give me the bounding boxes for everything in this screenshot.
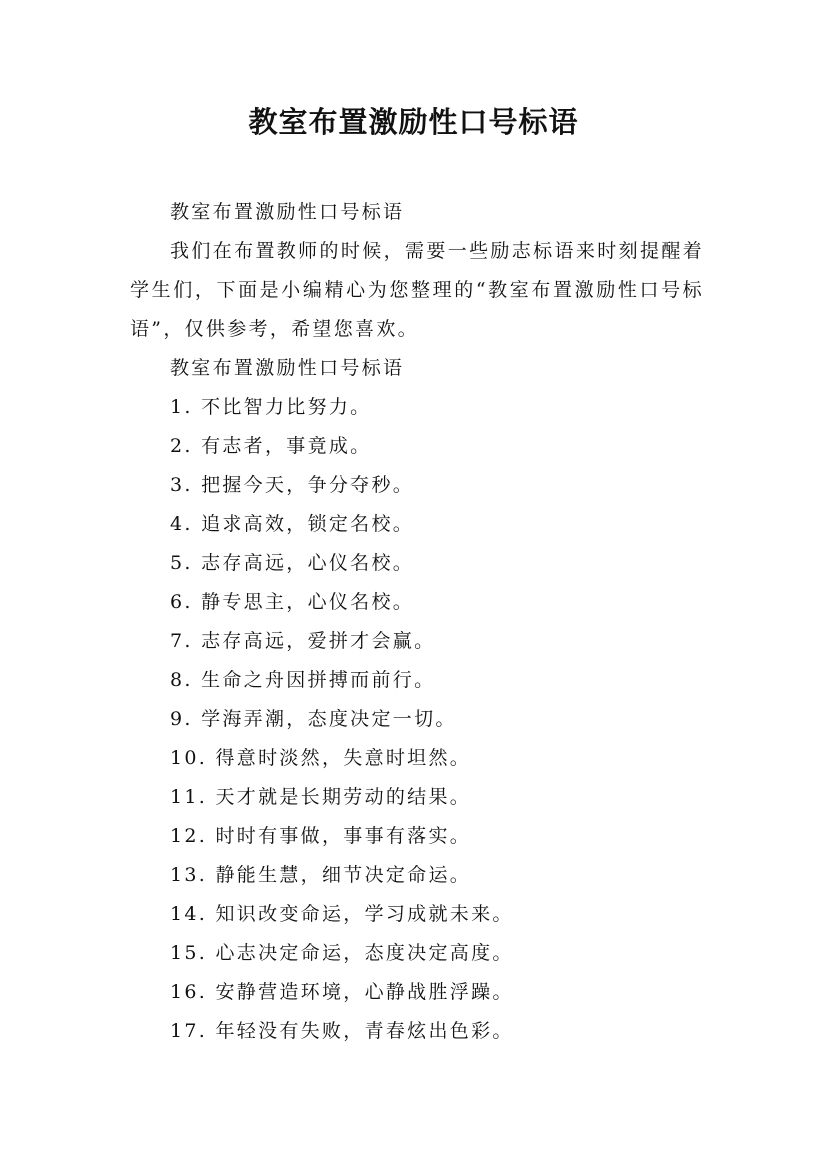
list-item: 17. 年轻没有失败，青春炫出色彩。 [170,1020,514,1042]
list-item: 1. 不比智力比努力。 [170,396,372,418]
list-item: 6. 静专思主，心仪名校。 [170,591,415,613]
intro-paragraph: 我们在布置教师的时候，需要一些励志标语来时刻提醒着学生们，下面是小编精心为您整理的“教室布置激励性口号标语”，仅供参考，希望您喜欢。 [130,240,704,340]
list-item: 9. 学海弄潮，态度决定一切。 [170,708,457,730]
list-item: 4. 追求高效，锁定名校。 [170,513,415,535]
list-item: 3. 把握今天，争分夺秒。 [170,474,415,496]
list-item: 12. 时时有事做，事事有落实。 [170,825,472,847]
list-item: 13. 静能生慧，细节决定命运。 [170,864,472,886]
section-heading: 教室布置激励性口号标语 [170,357,405,379]
subtitle: 教室布置激励性口号标语 [170,201,405,223]
slogan-list [130,388,704,1051]
list-item: 11. 天才就是长期劳动的结果。 [170,786,472,808]
list-item: 7. 志存高远，爱拼才会赢。 [170,630,436,652]
list-item: 8. 生命之舟因拼搏而前行。 [170,669,436,691]
list-item: 14. 知识改变命运，学习成就未来。 [170,903,514,925]
list-item: 5. 志存高远，心仪名校。 [170,552,415,574]
list-item: 15. 心志决定命运，态度决定高度。 [170,942,514,964]
list-item: 16. 安静营造环境，心静战胜浮躁。 [170,981,514,1003]
document-body [130,193,704,1051]
list-item: 2. 有志者，事竟成。 [170,435,372,457]
document-title: 教室布置激励性口号标语 [248,105,579,139]
list-item: 10. 得意时淡然，失意时坦然。 [170,747,472,769]
